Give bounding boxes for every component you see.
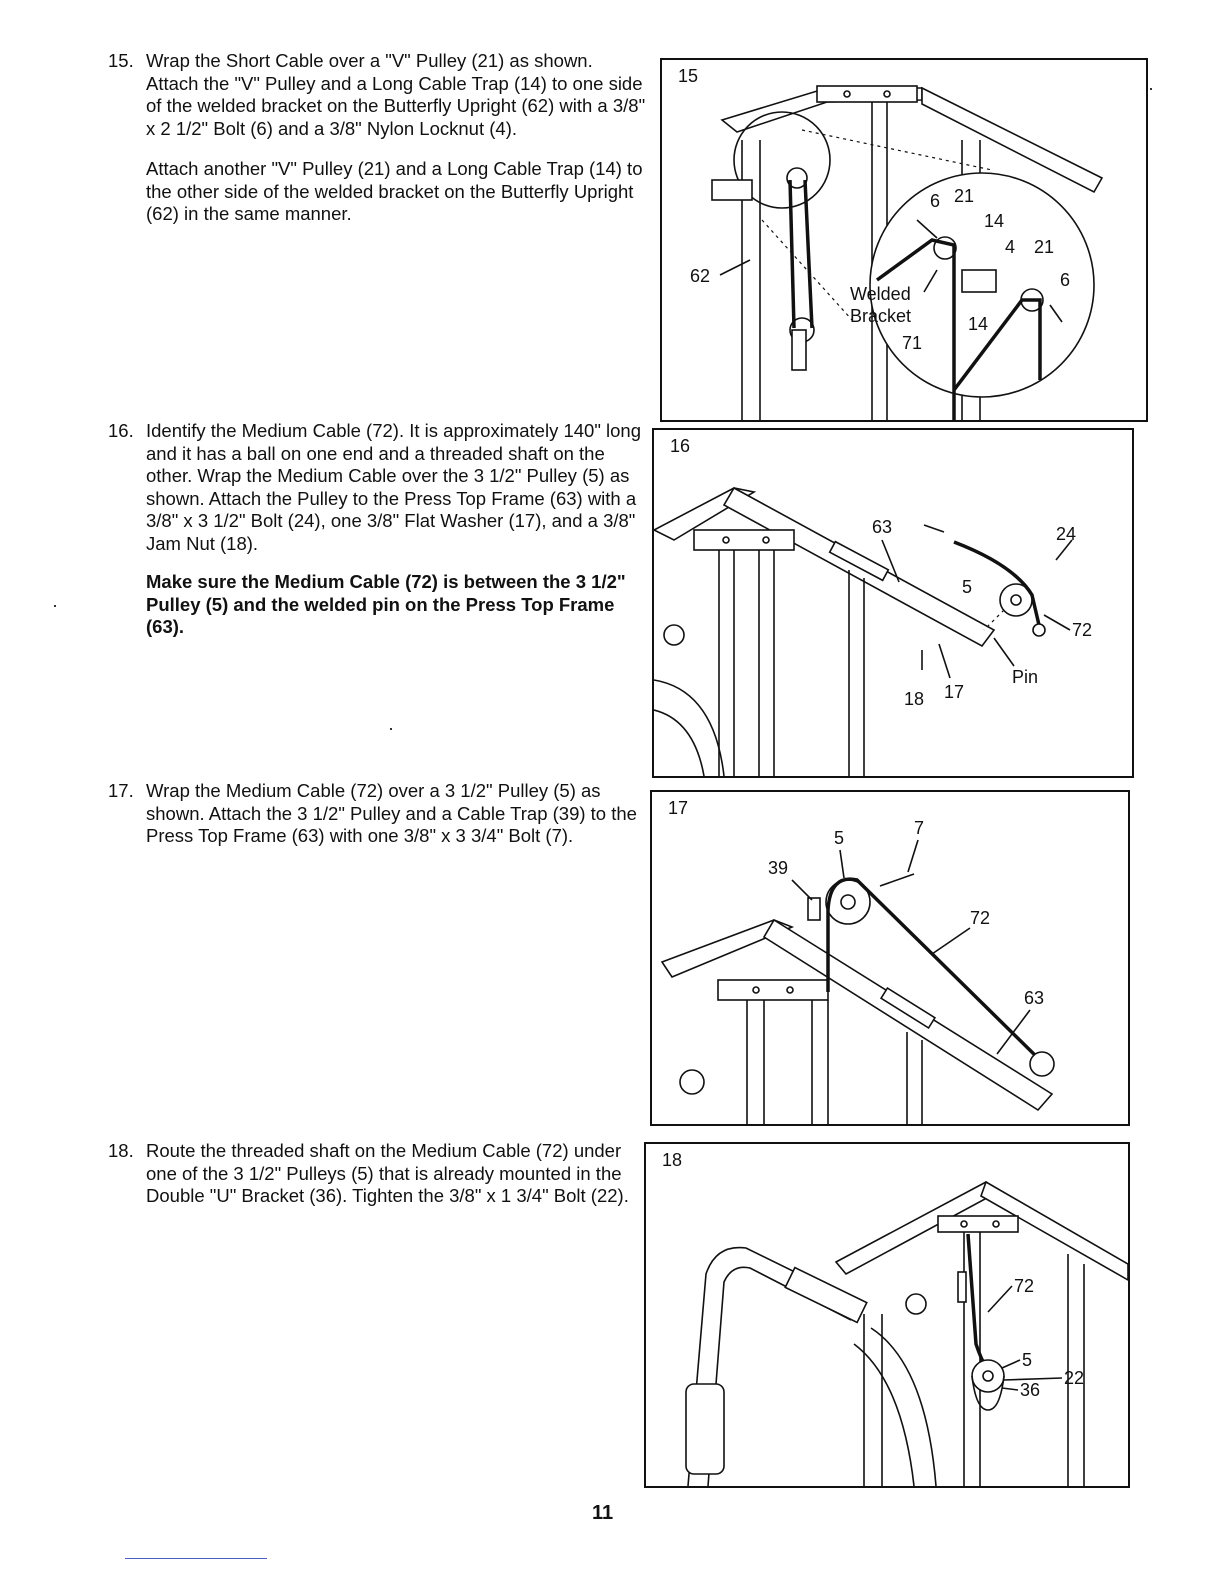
cable-shaft (924, 525, 944, 532)
washer-leader (939, 644, 950, 678)
step-17 (108, 780, 648, 862)
callout-21: 21 (1034, 237, 1055, 257)
callout-18: 18 (904, 689, 925, 709)
callout-17: 17 (944, 682, 965, 702)
pulley (906, 1294, 926, 1314)
callout-72: 72 (1014, 1276, 1035, 1296)
callout-14: 14 (968, 314, 989, 334)
callout-5: 5 (1022, 1350, 1033, 1370)
callout-71: 71 (902, 333, 923, 353)
callout-6: 6 (1060, 270, 1071, 290)
callout-36: 36 (1020, 1380, 1041, 1400)
label-bracket: Bracket (850, 306, 912, 326)
page-number: 11 (592, 1502, 614, 1524)
callout-63: 63 (872, 517, 893, 537)
callout-62: 62 (690, 266, 711, 286)
cable-shaft (958, 1272, 966, 1302)
leader (994, 638, 1014, 666)
figure-17 (650, 790, 1130, 1126)
step-text: Route the threaded shaft on the Medium Cable (72) under one of the 3 1/2" Pulleys (5) that is already mounted in the Double "U" Bracket (36). Tighten the 3/8" x 1 3/4" Bolt (22). (146, 1140, 629, 1206)
figure-number: 17 (668, 798, 689, 818)
figure-18-drawing (646, 1144, 1128, 1486)
cable-clevis (792, 330, 806, 370)
short-cable (790, 180, 794, 328)
leader (1044, 615, 1070, 630)
cable-ball (1033, 624, 1045, 636)
press-arm (871, 1328, 936, 1486)
figure-18 (644, 1142, 1130, 1488)
double-u-bracket-top (785, 1268, 867, 1323)
bolt-7 (880, 874, 914, 886)
callout-39: 39 (768, 858, 789, 878)
scan-speck (1150, 88, 1152, 90)
figure-15-drawing (662, 60, 1146, 420)
step-note: Make sure the Medium Cable (72) is between the 3 1/2" Pulley (5) and the welded pin on the Press Top Frame (63). (146, 571, 626, 637)
cable-trap-39 (808, 898, 820, 920)
scan-speck (54, 605, 56, 607)
welded-bracket-detail (962, 270, 996, 292)
step-18 (108, 1140, 648, 1222)
callout-72: 72 (1072, 620, 1093, 640)
step-number: 17. (108, 780, 134, 801)
figure-number: 15 (678, 66, 699, 86)
medium-cable (968, 1234, 996, 1376)
pulley (680, 1070, 704, 1094)
callout-22: 22 (1064, 1368, 1085, 1388)
short-cable (805, 180, 812, 328)
step-16 (108, 420, 648, 653)
leader (988, 1286, 1012, 1312)
step-text: Identify the Medium Cable (72). It is approximately 140" long and it has a ball on one end and a threaded shaft on the other. Wrap the Medium Cable over the 3 1/2" Pulley (5) as shown. Attach the Pulley to the Press Top Frame (63) with a 3/8" x 3 1/2" Bolt (24), one 3/8" Flat Washer (17), and a 3/8" Jam Nut (18). (146, 420, 642, 554)
figure-17-drawing (652, 792, 1128, 1124)
bracket-plate (938, 1216, 1018, 1232)
figure-number: 18 (662, 1150, 683, 1170)
figure-16-drawing (654, 430, 1132, 776)
bracket-plate (718, 980, 828, 1000)
callout-4: 4 (1005, 237, 1016, 257)
bracket-plate (817, 86, 917, 102)
scan-speck (390, 728, 392, 730)
pulley-5 (972, 1360, 1004, 1392)
callout-6: 6 (930, 191, 941, 211)
step-text: Wrap the Short Cable over a "V" Pulley (21) as shown. Attach the "V" Pulley and a Long Cable Trap (14) to one side of the welded bracket on the Butterfly Upright (62) with a 3/8" x 2 1/2" Bolt (6) and a 3/8" Nylon Locknut (4). (146, 50, 646, 139)
callout-24: 24 (1056, 524, 1077, 544)
pulley (1030, 1052, 1054, 1076)
callout-14: 14 (984, 211, 1005, 231)
step-text: Wrap the Medium Cable (72) over a 3 1/2" Pulley (5) as shown. Attach the 3 1/2" Pulley and a Cable Trap (39) to the Press Top Frame (63) with one 3/8" x 3 3/4" Bolt (7). (146, 780, 637, 846)
welded-bracket (712, 180, 752, 200)
step-number: 16. (108, 420, 134, 441)
callout-5: 5 (834, 828, 845, 848)
leader (840, 850, 844, 878)
figure-15 (660, 58, 1148, 422)
handle-grip (686, 1384, 724, 1474)
pulley (664, 625, 684, 645)
callout-72: 72 (970, 908, 991, 928)
step-15 (108, 50, 648, 240)
leader (932, 928, 970, 954)
step-text: Attach another "V" Pulley (21) and a Long Cable Trap (14) to the other side of the welded bracket on the Butterfly Upright (62) in the same manner. (146, 158, 643, 224)
callout-7: 7 (914, 818, 925, 838)
label-pin: Pin (1012, 667, 1039, 687)
leader (908, 840, 918, 872)
callout-5: 5 (962, 577, 973, 597)
leader (792, 880, 812, 900)
callout-63: 63 (1024, 988, 1045, 1008)
leader (1002, 1388, 1018, 1390)
leader (1002, 1360, 1020, 1368)
callout-21: 21 (954, 186, 975, 206)
leader (720, 260, 750, 275)
bench-curve (654, 710, 704, 776)
bench-curve (654, 680, 724, 776)
bracket-plate (694, 530, 794, 550)
step-number: 18. (108, 1140, 134, 1161)
label-welded: Welded (850, 284, 911, 304)
footer-rule (125, 1558, 267, 1559)
step-number: 15. (108, 50, 134, 71)
figure-16 (652, 428, 1134, 778)
figure-number: 16 (670, 436, 691, 456)
